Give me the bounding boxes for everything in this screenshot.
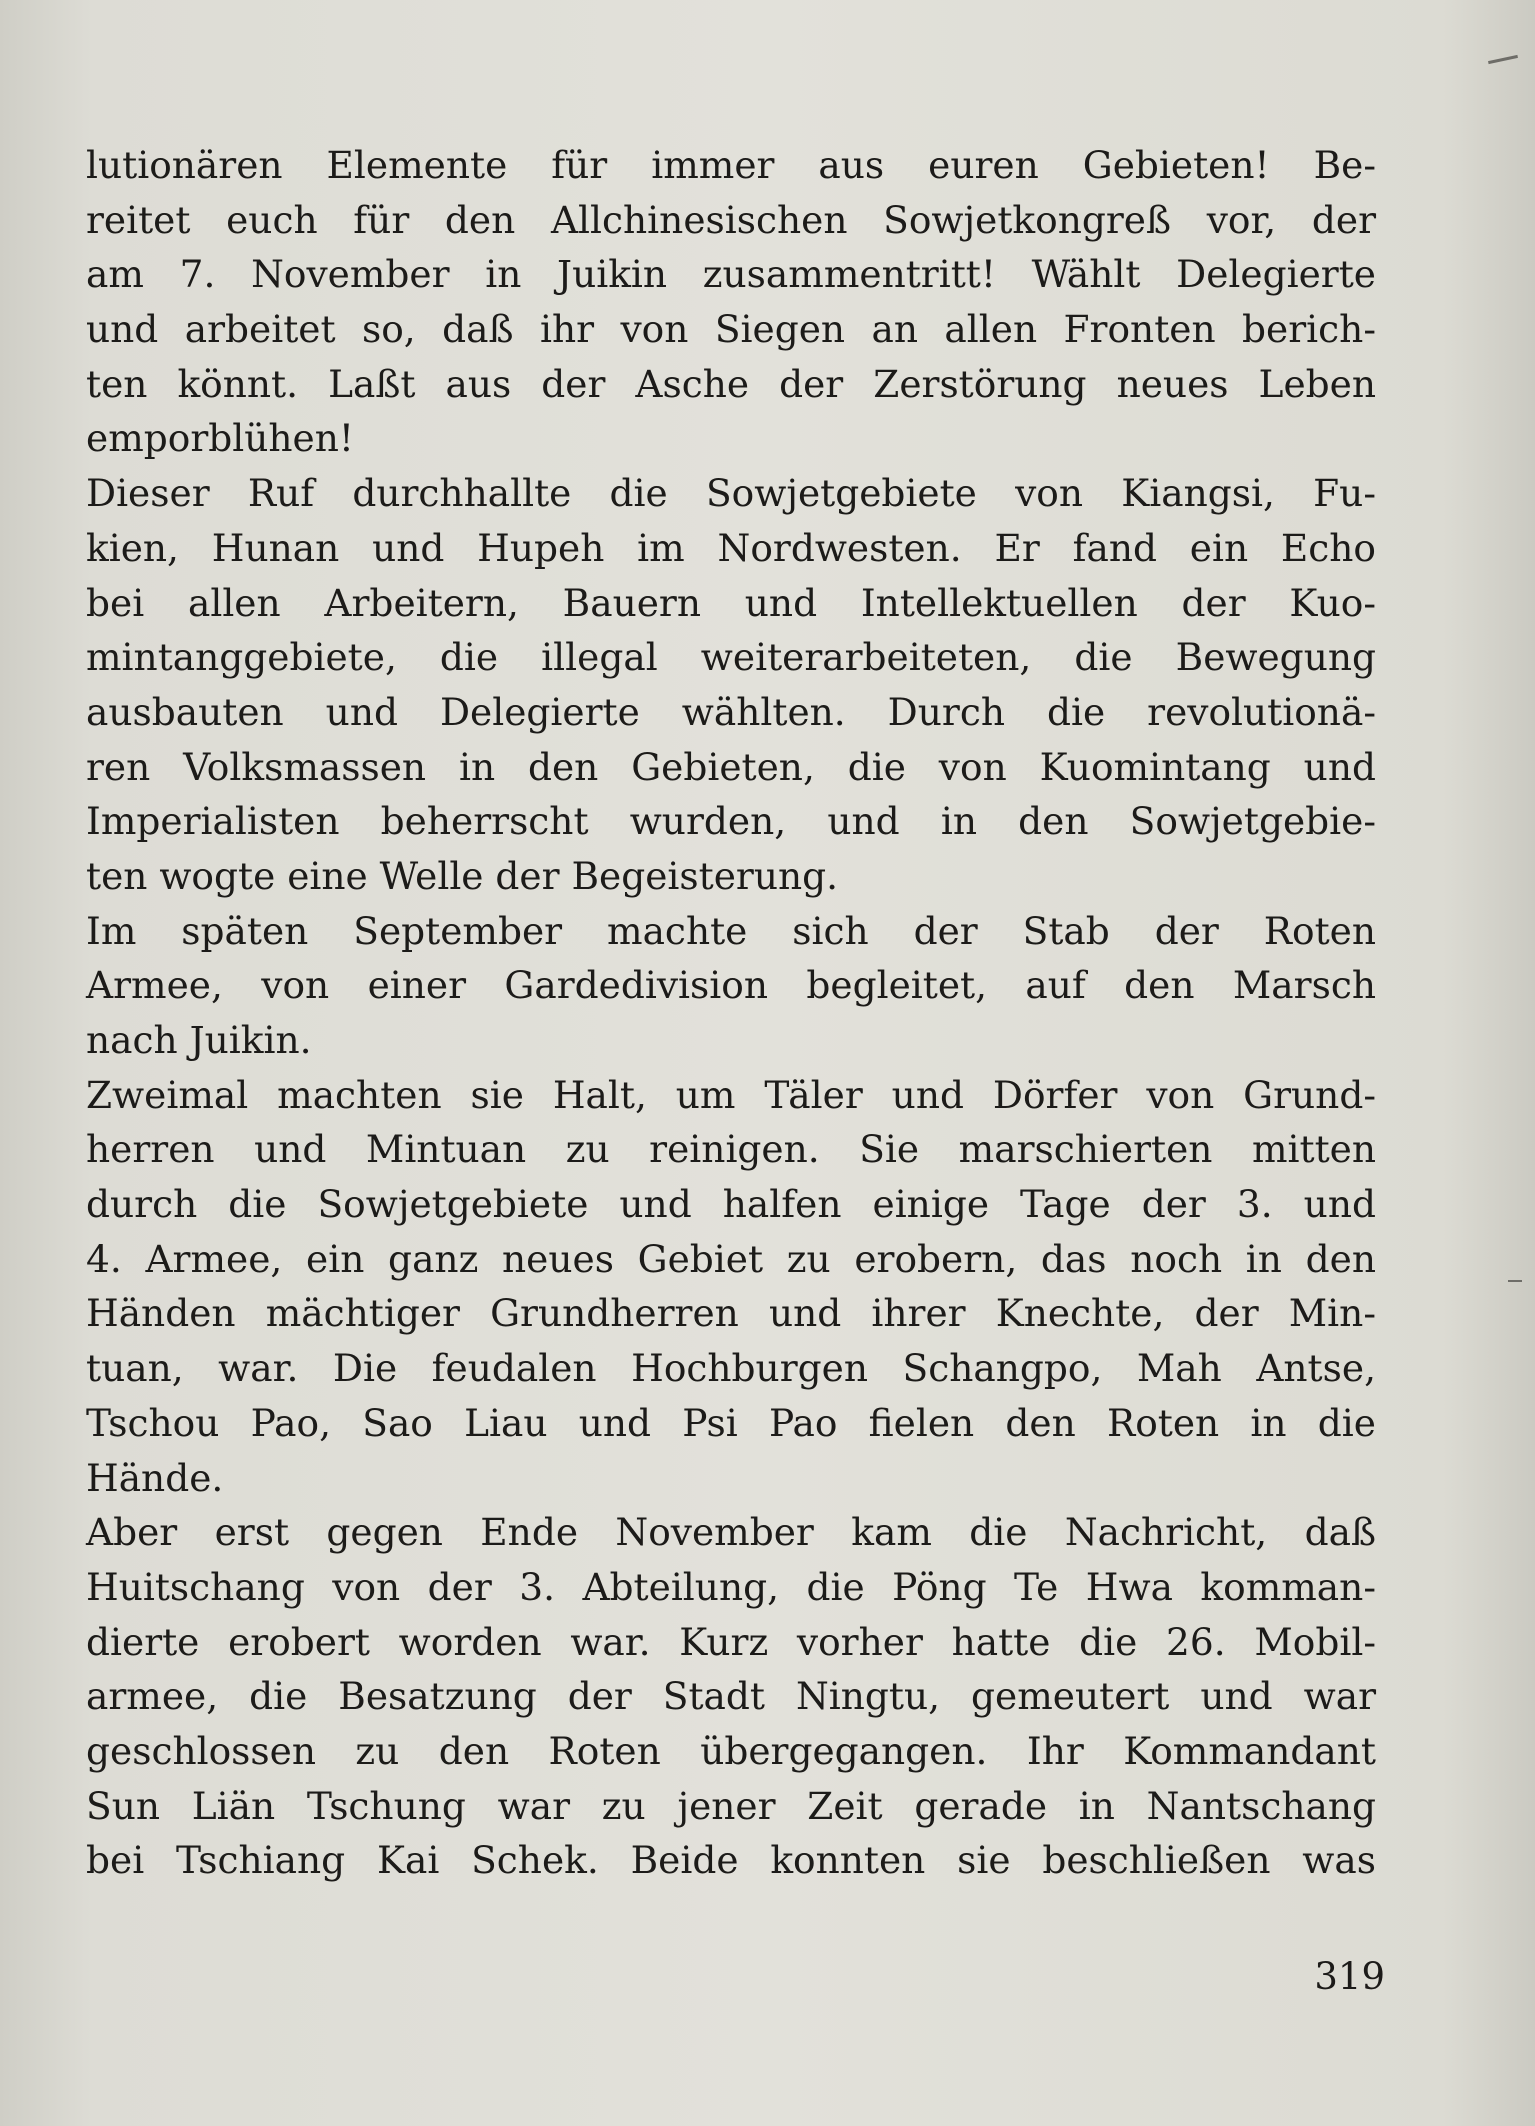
- text-line: ten wogte eine Welle der Begeisterung.: [86, 853, 839, 898]
- text-line: Armee, von einer Gardedivision begleitet, auf den Marsch: [86, 963, 1376, 1008]
- text-line: ren Volksmassen in den Gebieten, die von Kuomintang und: [86, 744, 1376, 789]
- text-line: Händen mächtiger Grundherren und ihrer Knechte, der Min-: [86, 1291, 1376, 1336]
- text-line: reitet euch für den Allchinesischen Sowjetkongreß vor, der: [86, 197, 1376, 242]
- text-line: nach Juikin.: [86, 1018, 312, 1062]
- text-line: geschlossen zu den Roten übergegangen. Ihr Kommandant: [86, 1728, 1376, 1773]
- text-line: Zweimal machten sie Halt, um Täler und Dörfer von Grund-: [86, 1072, 1376, 1117]
- page-number: 319: [1314, 1955, 1385, 1998]
- text-line: ausbauten und Delegierte wählten. Durch die revolutionä-: [86, 689, 1376, 734]
- scan-mark-top-right: [1488, 55, 1518, 64]
- text-line: bei allen Arbeitern, Bauern und Intellektuellen der Kuo-: [86, 580, 1376, 625]
- text-line: Sun Liän Tschung war zu jener Zeit gerade in Nantschang: [86, 1783, 1376, 1828]
- text-line: dierte erobert worden war. Kurz vorher hatte die 26. Mobil-: [86, 1619, 1376, 1664]
- text-line: durch die Sowjetgebiete und halfen einige Tage der 3. und: [86, 1182, 1376, 1227]
- text-line: lutionären Elemente für immer aus euren Gebieten! Be-: [86, 143, 1376, 187]
- text-line: kien, Hunan und Hupeh im Nordwesten. Er fand ein Echo: [86, 525, 1376, 570]
- text-line: mintanggebiete, die illegal weiterarbeiteten, die Bewegung: [86, 635, 1376, 680]
- text-line: Huitschang von der 3. Abteilung, die Pöng Te Hwa komman-: [86, 1564, 1376, 1609]
- text-line: Hände.: [86, 1455, 224, 1500]
- text-line: Tschou Pao, Sao Liau und Psi Pao fielen den Roten in die: [86, 1400, 1376, 1445]
- body-text: [86, 138, 1376, 1888]
- text-line: bei Tschiang Kai Schek. Beide konnten sie beschließen was: [86, 1838, 1376, 1883]
- text-line: Aber erst gegen Ende November kam die Nachricht, daß: [86, 1510, 1376, 1555]
- text-line: tuan, war. Die feudalen Hochburgen Schangpo, Mah Antse,: [86, 1346, 1376, 1391]
- text-line: 4. Armee, ein ganz neues Gebiet zu erobern, das noch in den: [86, 1236, 1376, 1281]
- text-line: armee, die Besatzung der Stadt Ningtu, gemeutert und war: [86, 1674, 1376, 1719]
- text-line: Imperialisten beherrscht wurden, und in den Sowjetgebie-: [86, 799, 1376, 844]
- text-line: Dieser Ruf durchhallte die Sowjetgebiete von Kiangsi, Fu-: [86, 471, 1376, 516]
- scan-mark-right: [1508, 1280, 1522, 1282]
- text-line: emporblühen!: [86, 416, 354, 461]
- text-line: am 7. November in Juikin zusammentritt! Wählt Delegierte: [86, 252, 1376, 297]
- text-line: Im späten September machte sich der Stab der Roten: [86, 908, 1376, 953]
- text-line: herren und Mintuan zu reinigen. Sie marschierten mitten: [86, 1127, 1376, 1172]
- text-line: ten könnt. Laßt aus der Asche der Zerstörung neues Leben: [86, 361, 1376, 406]
- text-line: und arbeitet so, daß ihr von Siegen an allen Fronten berich-: [86, 307, 1376, 352]
